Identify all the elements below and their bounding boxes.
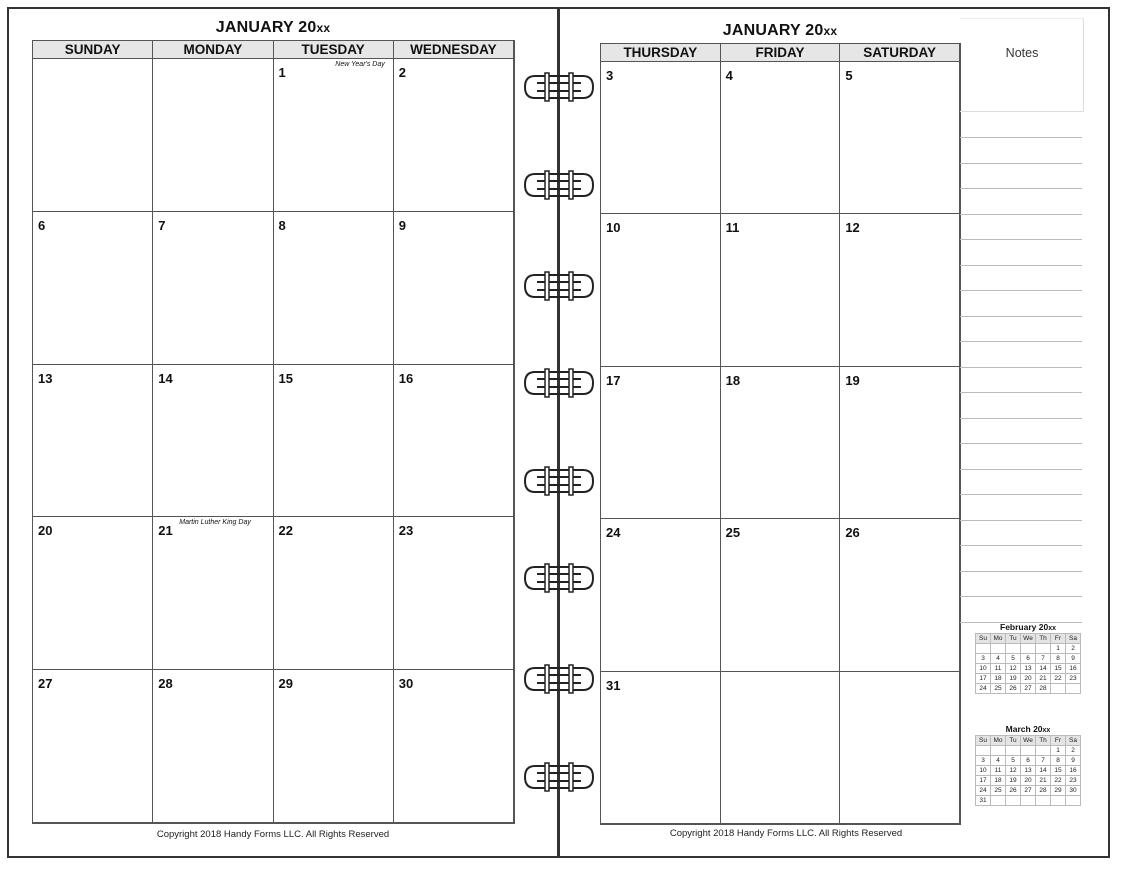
day-number: 26 [845, 525, 860, 541]
day-number: 10 [606, 220, 621, 236]
mini-calendar-month: March 20 [1005, 724, 1043, 734]
left-copyright: Copyright 2018 Handy Forms LLC. All Rights Reserved [156, 829, 390, 840]
mini-day: 2 [1066, 644, 1081, 654]
day-number: 23 [398, 523, 414, 539]
mini-day: 28 [1036, 786, 1051, 796]
mini-day: 23 [1066, 674, 1081, 684]
day-number: 7 [158, 217, 166, 233]
note-line[interactable] [960, 239, 1082, 240]
day-number: 31 [606, 677, 621, 693]
day-number: 28 [158, 676, 173, 692]
day-cell[interactable] [601, 672, 721, 824]
mini-weekday: Tu [1006, 736, 1021, 746]
mini-day: 10 [976, 766, 991, 776]
right-month-grid [600, 43, 961, 825]
right-month-title-text: JANUARY 20 [722, 22, 824, 39]
mini-day: 9 [1066, 756, 1081, 766]
mini-weekday: Sa [1066, 736, 1081, 746]
mini-day: 22 [1051, 776, 1066, 786]
note-line[interactable] [960, 214, 1082, 215]
mini-day [976, 644, 991, 654]
mini-calendar-title [975, 622, 1081, 632]
day-cell[interactable] [153, 517, 273, 670]
right-year-suffix: xx [823, 24, 838, 38]
mini-weekday: Sa [1066, 634, 1081, 644]
mini-weekday: Fr [1051, 634, 1066, 644]
mini-day: 24 [976, 786, 991, 796]
mini-day [1006, 796, 1021, 806]
note-line[interactable] [960, 520, 1082, 521]
binder-ring-icon [523, 664, 595, 694]
note-line[interactable] [960, 188, 1082, 189]
mini-day [976, 746, 991, 756]
holiday-label: New Year's Day [335, 61, 385, 68]
mini-day: 1 [1051, 746, 1066, 756]
mini-weekday: Th [1036, 634, 1051, 644]
note-line[interactable] [960, 265, 1082, 266]
note-line[interactable] [960, 443, 1082, 444]
mini-calendar-year-suffix: xx [1042, 727, 1051, 734]
day-number: 14 [158, 370, 173, 386]
mini-day: 21 [1036, 674, 1051, 684]
note-line[interactable] [960, 494, 1082, 495]
mini-day: 26 [1006, 684, 1021, 694]
note-line[interactable] [960, 545, 1082, 546]
mini-day: 20 [1021, 776, 1036, 786]
day-number: 25 [725, 525, 741, 541]
note-line[interactable] [960, 367, 1082, 368]
day-cell[interactable] [33, 365, 153, 518]
binder-ring-icon [523, 368, 595, 398]
mini-day: 17 [976, 674, 991, 684]
mini-day: 26 [1006, 786, 1021, 796]
day-cell[interactable] [153, 212, 273, 365]
mini-day: 17 [976, 776, 991, 786]
mini-day: 3 [976, 756, 991, 766]
mini-day: 21 [1036, 776, 1051, 786]
mini-weekday: Su [976, 634, 991, 644]
mini-day [1066, 796, 1081, 806]
binder-ring-icon [523, 466, 595, 496]
day-number: 21 [158, 523, 173, 539]
day-cell[interactable] [394, 365, 514, 518]
mini-day: 13 [1021, 664, 1036, 674]
mini-day [1066, 684, 1081, 694]
mini-calendar-grid [975, 735, 1081, 806]
page-divider [557, 7, 560, 858]
mini-day: 16 [1066, 766, 1081, 776]
mini-day [1036, 746, 1051, 756]
mini-day: 14 [1036, 664, 1051, 674]
mini-day [1036, 796, 1051, 806]
left-month-title-text: JANUARY 20 [215, 19, 317, 36]
day-number: 17 [606, 372, 621, 388]
right-weekday-header: SATURDAY [840, 44, 960, 62]
day-cell[interactable] [33, 517, 153, 670]
day-cell[interactable] [394, 517, 514, 670]
mini-day [991, 796, 1006, 806]
note-line[interactable] [960, 137, 1082, 138]
mini-day: 22 [1051, 674, 1066, 684]
mini-day: 7 [1036, 756, 1051, 766]
day-number: 8 [278, 217, 286, 233]
day-cell[interactable] [601, 519, 721, 671]
day-cell[interactable] [153, 670, 273, 823]
mini-weekday: We [1021, 634, 1036, 644]
left-weekday-header: SUNDAY [33, 41, 153, 59]
mini-day: 31 [976, 796, 991, 806]
day-cell[interactable] [274, 212, 394, 365]
mini-day: 25 [991, 786, 1006, 796]
day-number: 19 [845, 372, 860, 388]
day-cell[interactable] [33, 212, 153, 365]
left-weekday-header: WEDNESDAY [394, 41, 514, 59]
mini-day [1021, 796, 1036, 806]
day-cell[interactable] [394, 59, 514, 212]
mini-day: 16 [1066, 664, 1081, 674]
mini-day: 19 [1006, 674, 1021, 684]
mini-weekday: Mo [991, 634, 1006, 644]
mini-day: 20 [1021, 674, 1036, 684]
note-line[interactable] [960, 163, 1082, 164]
mini-day: 27 [1021, 684, 1036, 694]
binder-ring-icon [523, 563, 595, 593]
mini-day: 4 [991, 654, 1006, 664]
day-cell[interactable] [721, 367, 841, 519]
mini-day: 19 [1006, 776, 1021, 786]
day-number: 29 [278, 676, 293, 692]
mini-day: 2 [1066, 746, 1081, 756]
mini-day: 29 [1051, 786, 1066, 796]
mini-day [991, 746, 1006, 756]
day-number: 22 [278, 523, 293, 539]
note-line[interactable] [960, 571, 1082, 572]
day-number: 24 [606, 525, 621, 541]
day-cell[interactable] [721, 214, 841, 366]
note-line[interactable] [960, 392, 1082, 393]
binder-ring-icon [523, 72, 595, 102]
mini-calendar-month: February 20 [1000, 622, 1049, 632]
mini-weekday: We [1021, 736, 1036, 746]
day-cell[interactable] [33, 670, 153, 823]
right-month-title [600, 22, 960, 40]
mini-day: 8 [1051, 756, 1066, 766]
mini-day: 12 [1006, 664, 1021, 674]
mini-day: 7 [1036, 654, 1051, 664]
left-year-suffix: xx [316, 21, 331, 35]
day-number: 20 [38, 523, 53, 539]
day-number: 27 [38, 676, 53, 692]
day-number: 12 [845, 220, 860, 236]
mini-weekday: Fr [1051, 736, 1066, 746]
mini-day: 11 [991, 664, 1006, 674]
mini-weekday: Su [976, 736, 991, 746]
day-cell[interactable] [394, 212, 514, 365]
mini-day: 6 [1021, 654, 1036, 664]
mini-weekday: Th [1036, 736, 1051, 746]
mini-day: 12 [1006, 766, 1021, 776]
mini-day [1021, 746, 1036, 756]
mini-calendar-title [975, 724, 1081, 734]
mini-day: 9 [1066, 654, 1081, 664]
note-line[interactable] [960, 341, 1082, 342]
mini-day [1006, 644, 1021, 654]
day-number: 18 [725, 372, 741, 388]
note-line[interactable] [960, 469, 1082, 470]
left-month-title [32, 19, 514, 37]
day-number: 2 [398, 65, 406, 80]
mini-day: 18 [991, 776, 1006, 786]
day-cell[interactable] [840, 672, 960, 824]
day-cell[interactable] [840, 214, 960, 366]
mini-day: 28 [1036, 684, 1051, 694]
left-weekday-header: TUESDAY [274, 41, 394, 59]
mini-day: 3 [976, 654, 991, 664]
day-cell[interactable] [840, 519, 960, 671]
day-number: 5 [845, 68, 853, 83]
day-cell[interactable] [601, 214, 721, 366]
day-cell[interactable] [840, 367, 960, 519]
day-number: 3 [606, 68, 614, 83]
mini-day: 14 [1036, 766, 1051, 776]
day-number: 15 [278, 370, 293, 386]
mini-day: 8 [1051, 654, 1066, 664]
mini-day: 18 [991, 674, 1006, 684]
mini-weekday: Tu [1006, 634, 1021, 644]
mini-day: 15 [1051, 664, 1066, 674]
day-cell[interactable] [33, 59, 153, 212]
mini-day [991, 644, 1006, 654]
mini-day: 4 [991, 756, 1006, 766]
day-cell[interactable] [274, 365, 394, 518]
day-cell[interactable] [721, 62, 841, 214]
mini-day: 15 [1051, 766, 1066, 776]
left-month-grid [32, 40, 515, 824]
mini-day: 6 [1021, 756, 1036, 766]
mini-calendar-grid [975, 633, 1081, 694]
day-cell[interactable] [274, 517, 394, 670]
right-weekday-header: FRIDAY [721, 44, 841, 62]
mini-day: 24 [976, 684, 991, 694]
day-cell[interactable] [721, 519, 841, 671]
day-cell[interactable] [601, 367, 721, 519]
day-cell[interactable] [394, 670, 514, 823]
day-number: 11 [725, 220, 740, 236]
mini-day [1051, 796, 1066, 806]
note-line[interactable] [960, 290, 1082, 291]
mini-day: 5 [1006, 654, 1021, 664]
day-number: 16 [398, 370, 414, 386]
mini-weekday: Mo [991, 736, 1006, 746]
binder-ring-icon [523, 762, 595, 792]
note-line[interactable] [960, 596, 1082, 597]
notes-label: Notes [1005, 46, 1039, 60]
mini-day: 1 [1051, 644, 1066, 654]
day-cell[interactable] [721, 672, 841, 824]
day-number: 1 [278, 65, 286, 80]
mini-day: 13 [1021, 766, 1036, 776]
mini-day [1006, 746, 1021, 756]
day-number: 13 [38, 370, 53, 386]
left-weekday-header: MONDAY [153, 41, 273, 59]
mini-day: 23 [1066, 776, 1081, 786]
day-cell[interactable] [153, 365, 273, 518]
mini-day [1036, 644, 1051, 654]
day-number: 30 [398, 676, 414, 692]
day-cell[interactable] [274, 59, 394, 212]
mini-day: 30 [1066, 786, 1081, 796]
mini-day: 25 [991, 684, 1006, 694]
notes-header-panel [960, 18, 1084, 112]
mini-day: 27 [1021, 786, 1036, 796]
day-cell[interactable] [153, 59, 273, 212]
mini-day: 10 [976, 664, 991, 674]
right-copyright: Copyright 2018 Handy Forms LLC. All Rights Reserved [669, 828, 903, 839]
mini-calendar-year-suffix: xx [1048, 625, 1056, 632]
mini-day [1021, 644, 1036, 654]
day-cell[interactable] [840, 62, 960, 214]
mini-day [1051, 684, 1066, 694]
binder-ring-icon [523, 271, 595, 301]
note-line[interactable] [960, 316, 1082, 317]
day-cell[interactable] [601, 62, 721, 214]
right-weekday-header: THURSDAY [601, 44, 721, 62]
note-line[interactable] [960, 418, 1082, 419]
day-number: 6 [38, 217, 46, 233]
day-cell[interactable] [274, 670, 394, 823]
mini-day: 5 [1006, 756, 1021, 766]
binder-ring-icon [523, 170, 595, 200]
holiday-label: Martin Luther King Day [179, 519, 251, 527]
day-number: 9 [398, 217, 406, 233]
mini-day: 11 [991, 766, 1006, 776]
day-number: 4 [725, 68, 733, 83]
